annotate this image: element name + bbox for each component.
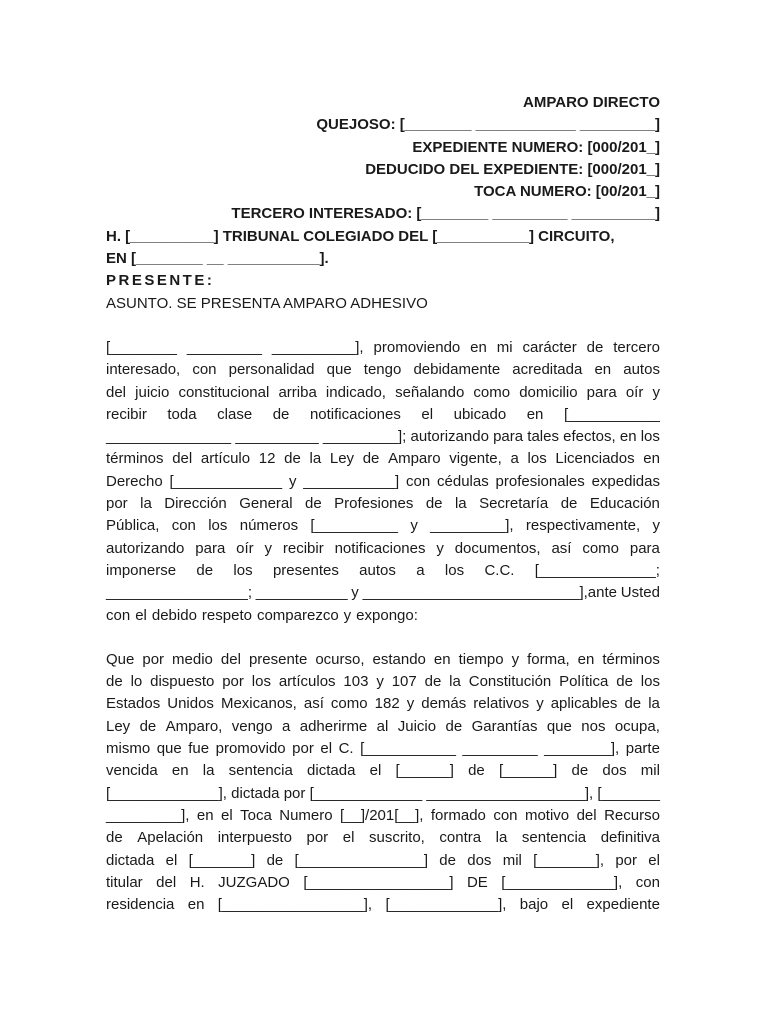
- word: definitiva: [600, 829, 660, 847]
- word: de: [305, 495, 322, 513]
- addressee-line-2: EN [________ __ ___________].: [106, 250, 329, 268]
- word: del: [220, 650, 241, 668]
- word: mil: [640, 762, 660, 780]
- word: de: [106, 829, 123, 847]
- word: _________: [186, 338, 262, 356]
- word: el: [165, 851, 178, 869]
- word: clase: [217, 405, 253, 423]
- word: [______]: [498, 762, 558, 780]
- word: notificaciones: [334, 539, 426, 557]
- word: aplicables: [550, 695, 618, 713]
- paragraph-line: [106, 538, 660, 560]
- word: nos: [581, 717, 606, 735]
- word: por: [306, 829, 329, 847]
- word: así: [303, 695, 324, 713]
- toca-line: TOCA NUMERO: [00/201_]: [474, 183, 660, 201]
- word: de: [425, 495, 443, 513]
- word: interpuesto: [217, 829, 292, 847]
- word: contra: [439, 829, 482, 847]
- word: vencida: [106, 762, 158, 780]
- word: mi: [496, 338, 513, 356]
- word: y: [343, 606, 352, 624]
- word: de: [468, 762, 485, 780]
- word: el: [369, 762, 382, 780]
- word: profesionales: [495, 472, 585, 490]
- word: [_______]: [188, 851, 256, 869]
- word: acreditada: [512, 361, 583, 379]
- word: la: [449, 673, 461, 691]
- word: notificaciones: [309, 405, 401, 423]
- word: de: [196, 561, 214, 579]
- word: [_______: [597, 784, 660, 802]
- word: motivo: [524, 806, 570, 824]
- paragraph-line: [106, 649, 660, 671]
- word: Amparo,: [165, 717, 223, 735]
- word: artículo: [200, 450, 251, 468]
- word: por: [142, 650, 165, 668]
- word: de: [284, 450, 301, 468]
- word: Licenciados: [555, 450, 635, 468]
- word: para: [586, 383, 617, 401]
- word: _________: [462, 740, 538, 758]
- word: recibir: [282, 539, 324, 557]
- word: y: [436, 539, 444, 557]
- word: dos: [467, 851, 492, 869]
- word: titular: [106, 873, 143, 891]
- word: de: [106, 673, 123, 691]
- word: carácter: [522, 338, 577, 356]
- paragraph-line: [106, 716, 660, 738]
- word: 12: [258, 450, 276, 468]
- word: la: [309, 450, 322, 468]
- word: efectos,: [563, 428, 616, 446]
- word: Constitución: [468, 673, 552, 691]
- word: y: [652, 383, 660, 401]
- word: Profesiones: [334, 495, 414, 513]
- word: con: [635, 873, 660, 891]
- word: toda: [167, 405, 197, 423]
- paragraph-line: [106, 827, 660, 849]
- word: a: [510, 450, 519, 468]
- paragraph-line: [106, 805, 660, 827]
- word: para: [195, 539, 226, 557]
- word: Ley: [329, 450, 355, 468]
- word: que: [156, 740, 182, 758]
- word: expediente: [586, 896, 660, 914]
- word: _________],: [430, 517, 514, 535]
- word: personalidad: [228, 361, 315, 379]
- word: Pública,: [106, 517, 160, 535]
- word: la: [648, 695, 660, 713]
- word: medio: [172, 650, 213, 668]
- word: el: [342, 829, 355, 847]
- word: ocupa,: [614, 717, 660, 735]
- word: ocurso,: [315, 650, 365, 668]
- word: con: [192, 361, 217, 379]
- word: en: [433, 650, 451, 668]
- paragraph-spacer: [106, 315, 660, 337]
- paragraph-line: [106, 471, 660, 493]
- word: sentencia: [521, 829, 587, 847]
- word: la: [454, 495, 467, 513]
- word: tercero: [613, 338, 660, 356]
- word: y: [410, 517, 418, 535]
- word: los: [251, 673, 271, 691]
- word: de: [445, 717, 463, 735]
- word: demás: [421, 695, 467, 713]
- deducido-line: DEDUCIDO DEL EXPEDIENTE: [000/201_]: [365, 160, 660, 178]
- paragraph-line: [106, 448, 660, 470]
- word: el: [561, 896, 574, 914]
- word: Amparo: [388, 450, 441, 468]
- word: Educación: [589, 495, 660, 513]
- word: de: [439, 851, 456, 869]
- document-title: AMPARO DIRECTO: [523, 94, 660, 111]
- word: [_________________]: [303, 873, 454, 891]
- word: promovido: [215, 740, 286, 758]
- paragraph-line: [106, 382, 660, 404]
- word: [______]: [395, 762, 454, 780]
- word: de: [272, 405, 290, 423]
- word: mismo: [106, 740, 151, 758]
- word: por: [292, 740, 314, 758]
- word: los: [233, 561, 253, 579]
- word: [_____________: [309, 784, 423, 802]
- word: por: [615, 851, 637, 869]
- word: Mexicanos,: [220, 695, 297, 713]
- subject-line: ASUNTO. SE PRESENTA AMPARO ADHESIVO: [106, 294, 428, 312]
- word: [_______],: [533, 851, 605, 869]
- word: cédulas: [437, 472, 489, 490]
- word: bajo: [519, 896, 549, 914]
- word: de: [424, 673, 442, 691]
- quejoso-line: QUEJOSO: [________ ____________ _________]: [316, 116, 660, 134]
- word: lo: [130, 673, 143, 691]
- word: adherirme: [299, 717, 368, 735]
- word: sentencia: [228, 762, 293, 780]
- paragraph-line: [106, 493, 660, 515]
- word: en: [619, 428, 637, 446]
- word: [_____________: [169, 472, 283, 490]
- word: [_____________],: [106, 784, 227, 802]
- presente-line: PRESENTE:: [106, 272, 215, 290]
- word: la: [495, 829, 508, 847]
- word: Dirección: [164, 495, 227, 513]
- word: al: [376, 717, 389, 735]
- paragraph-line: [106, 582, 660, 604]
- word: del: [172, 450, 193, 468]
- word: presente: [248, 650, 308, 668]
- word: documentos,: [454, 539, 541, 557]
- word: Juicio: [397, 717, 437, 735]
- tercero-interesado-line: TERCERO INTERESADO: [________ _________ __________]: [231, 205, 660, 223]
- word: del: [106, 383, 127, 401]
- word: Recurso: [604, 806, 660, 824]
- word: Numero: [279, 806, 333, 824]
- word: mil: [502, 851, 522, 869]
- word: C.C.: [484, 561, 515, 579]
- word: y: [351, 584, 359, 602]
- word: los: [527, 450, 547, 468]
- word: estando: [372, 650, 426, 668]
- word: números: [239, 517, 299, 535]
- paragraph-line: [106, 515, 660, 537]
- word: imponerse: [106, 561, 177, 579]
- word: autos: [359, 561, 396, 579]
- word: tiempo: [458, 650, 504, 668]
- word: dictada: [231, 784, 280, 802]
- word: ___________: [255, 584, 348, 602]
- word: recibir: [106, 405, 147, 423]
- word: parte: [625, 740, 660, 758]
- word: JUZGADO: [218, 873, 290, 891]
- paragraph-spacer: [106, 627, 660, 649]
- word: respeto: [201, 606, 252, 624]
- word: señalando: [395, 383, 465, 401]
- word: que: [546, 717, 572, 735]
- word: autorizando: [410, 428, 489, 446]
- word: como: [582, 539, 620, 557]
- paragraph-line: [106, 426, 660, 448]
- word: residencia: [106, 896, 175, 914]
- word: para: [493, 428, 524, 446]
- word: suscrito,: [368, 829, 425, 847]
- word: vigente,: [449, 450, 502, 468]
- word: de: [362, 450, 380, 468]
- word: de: [624, 695, 642, 713]
- body-paragraph-2: [106, 649, 660, 917]
- word: [__]/201[__],: [340, 806, 424, 824]
- word: respectivamente,: [525, 517, 641, 535]
- word: los: [444, 561, 465, 579]
- word: expongo:: [356, 606, 418, 624]
- word: por: [283, 784, 306, 802]
- word: y: [511, 650, 520, 668]
- paragraph-line: [106, 872, 660, 894]
- word: autos: [623, 361, 660, 379]
- word: así: [551, 539, 572, 557]
- paragraph-line: [106, 693, 660, 715]
- paragraph-line: [106, 560, 660, 582]
- word: dispuesto: [150, 673, 215, 691]
- word: por: [106, 495, 128, 513]
- word: [________: [106, 338, 177, 356]
- paragraph-line: [106, 850, 660, 872]
- body-paragraph-1: [106, 337, 660, 627]
- word: y: [536, 695, 544, 713]
- word: [_______________]: [294, 851, 429, 869]
- paragraph-line: [106, 671, 660, 693]
- word: ___________________],: [426, 784, 594, 802]
- word: _______________: [106, 428, 232, 446]
- word: de: [266, 851, 284, 869]
- word: términos: [602, 650, 660, 668]
- paragraph-line: [106, 359, 660, 381]
- word: de: [586, 338, 604, 356]
- word: interesado,: [106, 361, 181, 379]
- word: Toca: [240, 806, 272, 824]
- word: ubicado: [453, 405, 507, 423]
- word: la: [140, 495, 152, 513]
- word: domicilio: [519, 383, 578, 401]
- word: [_____________],: [385, 896, 507, 914]
- word: arriba: [278, 383, 317, 401]
- word: [_____________],: [501, 873, 623, 891]
- paragraph-line: [106, 894, 660, 916]
- expediente-line: EXPEDIENTE NUMERO: [000/201_]: [412, 138, 660, 156]
- word: oír: [236, 539, 254, 557]
- word: de: [571, 762, 589, 780]
- word: Usted: [620, 584, 660, 602]
- word: expedidas: [591, 472, 660, 490]
- word: [___________: [360, 740, 457, 758]
- addressee-line-1: H. [__________] TRIBUNAL COLEGIADO DEL [___________] CIRCUITO,: [106, 227, 615, 245]
- paragraph-line: [106, 404, 660, 426]
- paragraph-line: [106, 337, 660, 359]
- word: dos: [602, 762, 627, 780]
- word: en: [187, 896, 205, 914]
- word: como: [473, 383, 511, 401]
- word: en: [171, 762, 189, 780]
- word: artículos: [278, 673, 336, 691]
- word: y: [376, 673, 384, 691]
- word: Ley: [106, 717, 131, 735]
- word: C.: [338, 740, 354, 758]
- word: tales: [527, 428, 559, 446]
- word: DE: [466, 873, 488, 891]
- word: los: [640, 673, 660, 691]
- word: el: [648, 851, 660, 869]
- word: vengo: [231, 717, 273, 735]
- word: a: [416, 561, 425, 579]
- word: promoviendo: [373, 338, 461, 356]
- word: Derecho: [106, 472, 163, 490]
- word: comparezco: [256, 606, 339, 624]
- word: __________: [235, 428, 319, 446]
- word: Apelación: [137, 829, 204, 847]
- word: que: [326, 361, 352, 379]
- word: dictada: [106, 851, 155, 869]
- word: oír: [625, 383, 644, 401]
- word: de: [616, 673, 633, 691]
- word: el: [135, 606, 147, 624]
- word: formado: [430, 806, 486, 824]
- word: debidamente: [413, 361, 501, 379]
- word: en: [470, 338, 487, 356]
- word: Unidos: [167, 695, 214, 713]
- word: _________],: [106, 806, 190, 824]
- word: __________________________],ante: [362, 584, 617, 602]
- word: 103: [343, 673, 369, 691]
- word: fue: [188, 740, 210, 758]
- word: a: [282, 717, 291, 735]
- word: y: [652, 517, 660, 535]
- word: ___________]: [303, 472, 400, 490]
- word: Que: [106, 650, 135, 668]
- word: del: [156, 873, 177, 891]
- word: constitucional: [178, 383, 270, 401]
- word: tengo: [363, 361, 402, 379]
- paragraph-line: [106, 760, 660, 782]
- word: forma,: [527, 650, 570, 668]
- word: de: [139, 717, 157, 735]
- paragraph-line: [106, 738, 660, 760]
- word: debido: [151, 606, 197, 624]
- word: en: [196, 806, 214, 824]
- word: de: [560, 495, 578, 513]
- word: indicado,: [325, 383, 386, 401]
- word: [_________________],: [217, 896, 373, 914]
- word: y: [264, 539, 273, 557]
- word: el: [320, 740, 333, 758]
- word: _________];: [322, 428, 407, 446]
- word: 107: [391, 673, 417, 691]
- word: Secretaría: [479, 495, 549, 513]
- word: el: [421, 405, 434, 423]
- word: H.: [189, 873, 205, 891]
- word: autorizando: [106, 539, 185, 557]
- word: con: [493, 806, 518, 824]
- word: y: [406, 695, 415, 713]
- word: 182: [374, 695, 400, 713]
- word: Garantías: [471, 717, 538, 735]
- word: por: [222, 673, 244, 691]
- word: General: [239, 495, 293, 513]
- word: __________],: [271, 338, 364, 356]
- word: la: [202, 762, 215, 780]
- paragraph-line: [106, 783, 660, 805]
- word: como: [330, 695, 368, 713]
- word: y: [288, 472, 297, 490]
- word: con: [106, 606, 131, 624]
- word: con: [171, 517, 196, 535]
- word: para: [629, 539, 660, 557]
- paragraph-line: [106, 605, 660, 627]
- word: los: [640, 428, 660, 446]
- document-page: [106, 92, 660, 916]
- word: términos: [106, 450, 164, 468]
- word: relativos: [473, 695, 530, 713]
- word: dictada: [307, 762, 356, 780]
- word: con: [406, 472, 431, 490]
- word: en: [577, 650, 595, 668]
- word: del: [576, 806, 597, 824]
- word: en: [643, 450, 660, 468]
- word: presentes: [272, 561, 339, 579]
- word: _________________;: [106, 584, 252, 602]
- word: [______________;: [534, 561, 660, 579]
- word: en: [526, 405, 544, 423]
- word: en: [594, 361, 612, 379]
- word: juicio: [135, 383, 170, 401]
- word: Estados: [106, 695, 161, 713]
- word: los: [208, 517, 228, 535]
- word: Política: [559, 673, 609, 691]
- word: ________],: [544, 740, 620, 758]
- word: [__________: [310, 517, 399, 535]
- word: el: [220, 806, 233, 824]
- word: [___________: [563, 405, 660, 423]
